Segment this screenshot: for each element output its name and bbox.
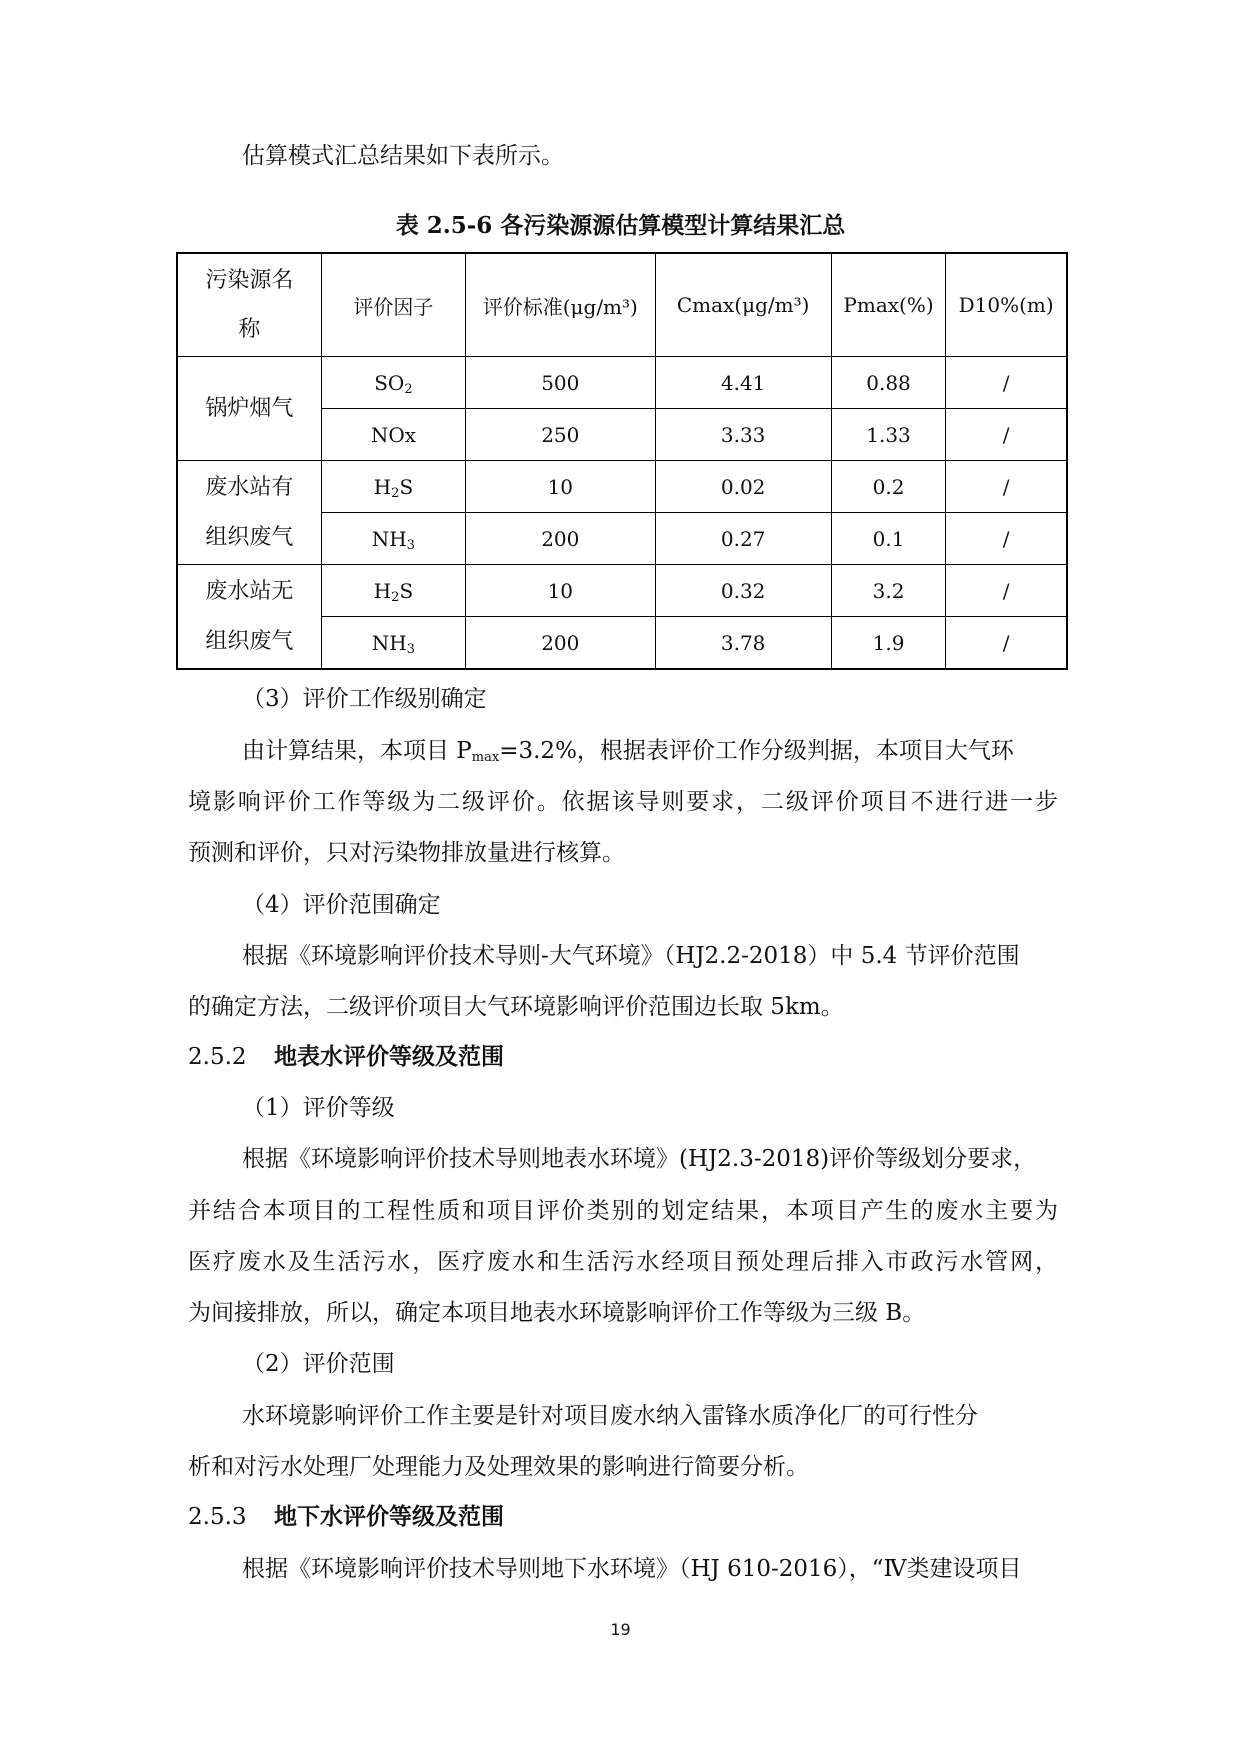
factor-cell: $H_2S$ bbox=[321, 565, 465, 617]
paragraph-line: 并结合本项目的工程性质和项目评价类别的划定结果，本项目产生的废水主要为 bbox=[188, 1198, 1058, 1224]
header-source: 污染源名 称 bbox=[177, 253, 321, 357]
pmax-cell: 0.2 bbox=[831, 461, 946, 513]
paragraph-line: 根据《环境影响评价技术导则-大气环境》（HJ2.2-2018）中 5.4 节评价范围 bbox=[242, 943, 1020, 969]
factor-cell: $H_2S$ bbox=[321, 461, 465, 513]
subsection-2-title: （2）评价范围 bbox=[242, 1351, 395, 1377]
subsection-1-title: （1）评价等级 bbox=[242, 1095, 395, 1121]
d10-cell: / bbox=[946, 357, 1067, 409]
cmax-cell: 3.78 bbox=[655, 617, 831, 670]
standard-cell: 10 bbox=[466, 461, 655, 513]
standard-cell: 200 bbox=[466, 513, 655, 565]
section-4-title: （4）评价范围确定 bbox=[242, 892, 441, 918]
paragraph-line: 水环境影响评价工作主要是针对项目废水纳入雷锋水质净化厂的可行性分 bbox=[242, 1403, 978, 1429]
factor-cell: $NH_3$ bbox=[321, 617, 465, 670]
d10-cell: / bbox=[946, 461, 1067, 513]
heading-2-5-3: 2.5.3 地下水评价等级及范围 bbox=[188, 1503, 504, 1530]
intro-text: 估算模式汇总结果如下表所示。 bbox=[242, 143, 564, 169]
header-standard: 评价标准(μg/m³) bbox=[466, 253, 655, 357]
standard-cell: 250 bbox=[466, 409, 655, 461]
paragraph-line: 境影响评价工作等级为二级评价。依据该导则要求，二级评价项目不进行进一步 bbox=[188, 789, 1058, 815]
pmax-cell: 1.9 bbox=[831, 617, 946, 670]
page-number: 19 bbox=[610, 1620, 631, 1639]
cmax-cell: 4.41 bbox=[655, 357, 831, 409]
paragraph-line: 的确定方法，二级评价项目大气环境影响评价范围边长取 5km。 bbox=[188, 994, 844, 1020]
paragraph-line: 析和对污水处理厂处理能力及处理效果的影响进行简要分析。 bbox=[188, 1454, 809, 1480]
cmax-cell: 3.33 bbox=[655, 409, 831, 461]
paragraph-line: 预测和评价，只对污染物排放量进行核算。 bbox=[188, 840, 625, 866]
standard-cell: 500 bbox=[466, 357, 655, 409]
cmax-cell: 0.32 bbox=[655, 565, 831, 617]
estimation-results-table bbox=[176, 252, 1068, 670]
header-cmax: Cmax(μg/m³) bbox=[655, 253, 831, 357]
pmax-cell: 0.1 bbox=[831, 513, 946, 565]
header-factor: 评价因子 bbox=[321, 253, 465, 357]
heading-2-5-2: 2.5.2 地表水评价等级及范围 bbox=[188, 1043, 504, 1070]
table-row bbox=[177, 565, 1067, 617]
factor-cell: $SO_2$ bbox=[321, 357, 465, 409]
table-row bbox=[177, 357, 1067, 409]
standard-cell: 200 bbox=[466, 617, 655, 670]
d10-cell: / bbox=[946, 513, 1067, 565]
pmax-cell: 1.33 bbox=[831, 409, 946, 461]
paragraph-line: 由计算结果，本项目 $P_{max}=3.2\%$，根据表评价工作分级判据，本项目大气环 bbox=[242, 738, 1014, 765]
source-wastewater-organized: 废水站有 组织废气 bbox=[177, 461, 321, 565]
section-3-title: （3）评价工作级别确定 bbox=[242, 686, 487, 712]
pmax-cell: 3.2 bbox=[831, 565, 946, 617]
table-header-row bbox=[177, 253, 1067, 357]
header-pmax: Pmax(%) bbox=[831, 253, 946, 357]
paragraph-line: 医疗废水及生活污水，医疗废水和生活污水经项目预处理后排入市政污水管网， bbox=[188, 1249, 1058, 1275]
source-boiler: 锅炉烟气 bbox=[177, 357, 321, 461]
d10-cell: / bbox=[946, 617, 1067, 670]
source-wastewater-fugitive: 废水站无 组织废气 bbox=[177, 565, 321, 670]
factor-cell: $NH_3$ bbox=[321, 513, 465, 565]
standard-cell: 10 bbox=[466, 565, 655, 617]
pmax-cell: 0.88 bbox=[831, 357, 946, 409]
table-row bbox=[177, 461, 1067, 513]
factor-cell: NOx bbox=[321, 409, 465, 461]
d10-cell: / bbox=[946, 409, 1067, 461]
table-caption: 表 2.5-6 各污染源源估算模型计算结果汇总 bbox=[395, 212, 846, 239]
paragraph-line: 为间接排放，所以，确定本项目地表水环境影响评价工作等级为三级 B。 bbox=[188, 1300, 926, 1326]
cmax-cell: 0.02 bbox=[655, 461, 831, 513]
paragraph-line: 根据《环境影响评价技术导则地下水环境》（HJ 610-2016），“Ⅳ类建设项目 bbox=[242, 1556, 1022, 1582]
d10-cell: / bbox=[946, 565, 1067, 617]
cmax-cell: 0.27 bbox=[655, 513, 831, 565]
paragraph-line: 根据《环境影响评价技术导则地表水环境》(HJ2.3-2018)评价等级划分要求， bbox=[242, 1146, 1037, 1172]
header-d10: D10%(m) bbox=[946, 253, 1067, 357]
